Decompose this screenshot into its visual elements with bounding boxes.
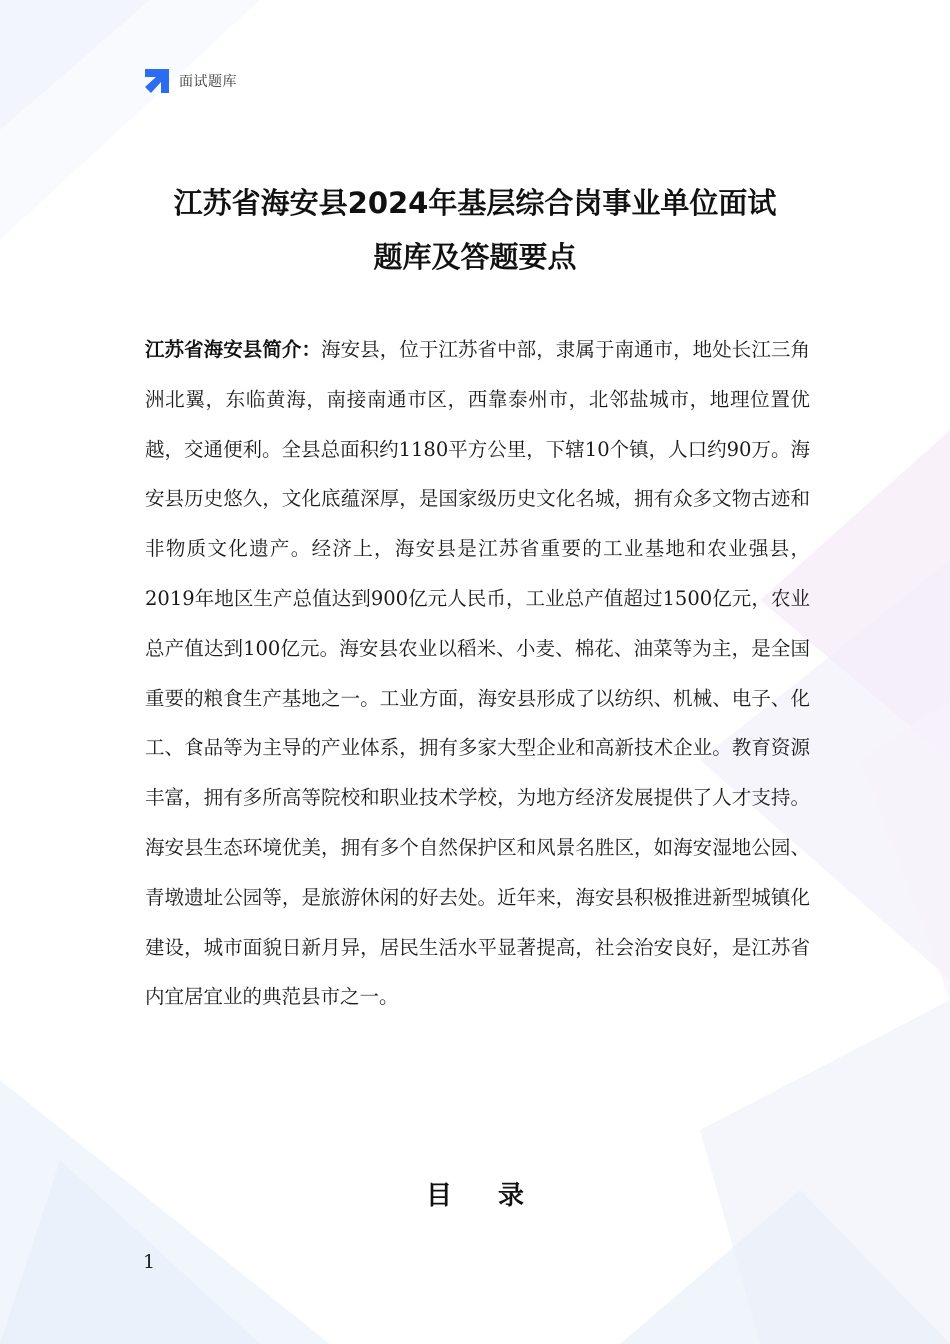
brand-name: 面试题库 — [179, 74, 237, 90]
toc-heading: 目录 — [425, 1181, 570, 1211]
intro-text: 海安县，位于江苏省中部，隶属于南通市，地处长江三角洲北翼，东临黄海，南接南通市区，西靠泰州市，北邻盐城市，地理位置优越，交通便利。全县总面积约1180平方公里，下辖10个镇，人口约90万。海安县历史悠久，文化底蕴深厚，是国家级历史文化名城，拥有众多文物古迹和非物质文化遗产。经济上，海安县是江苏省重要的工业基地和农业强县，2019年地区生产总值达到900亿元人民币，工业总产值超过1500亿元，农业总产值达到100亿元。海安县农业以稻米、小麦、棉花、油菜等为主，是全国重要的粮食生产基地之一。工业方面，海安县形成了以纺织、机械、电子、化工、食品等为主导的产业体系，拥有多家大型企业和高新技术企业。教育资源丰富，拥有多所高等院校和职业技术学校，为地方经济发展提供了人才支持。海安县生态环境优美，拥有多个自然保护区和风景名胜区，如海安湿地公园、青墩遗址公园等，是旅游休闲的好去处。近年来，海安县积极推进新型城镇化建设，城市面貌日新月异，居民生活水平显著提高，社会治安良好，是江苏省内宜居宜业的典范县市之一。 — [145, 338, 810, 1009]
intro-paragraph — [145, 325, 810, 1022]
title-line-2: 题库及答题要点 — [373, 240, 577, 274]
page-header — [143, 66, 237, 96]
page-number: 1 — [143, 1251, 156, 1273]
arrow-up-right-icon — [143, 67, 171, 95]
intro-label: 江苏省海安县简介： — [145, 338, 322, 361]
title-line-1: 江苏省海安县2024年基层综合岗事业单位面试 — [173, 186, 777, 220]
document-title — [100, 176, 850, 284]
